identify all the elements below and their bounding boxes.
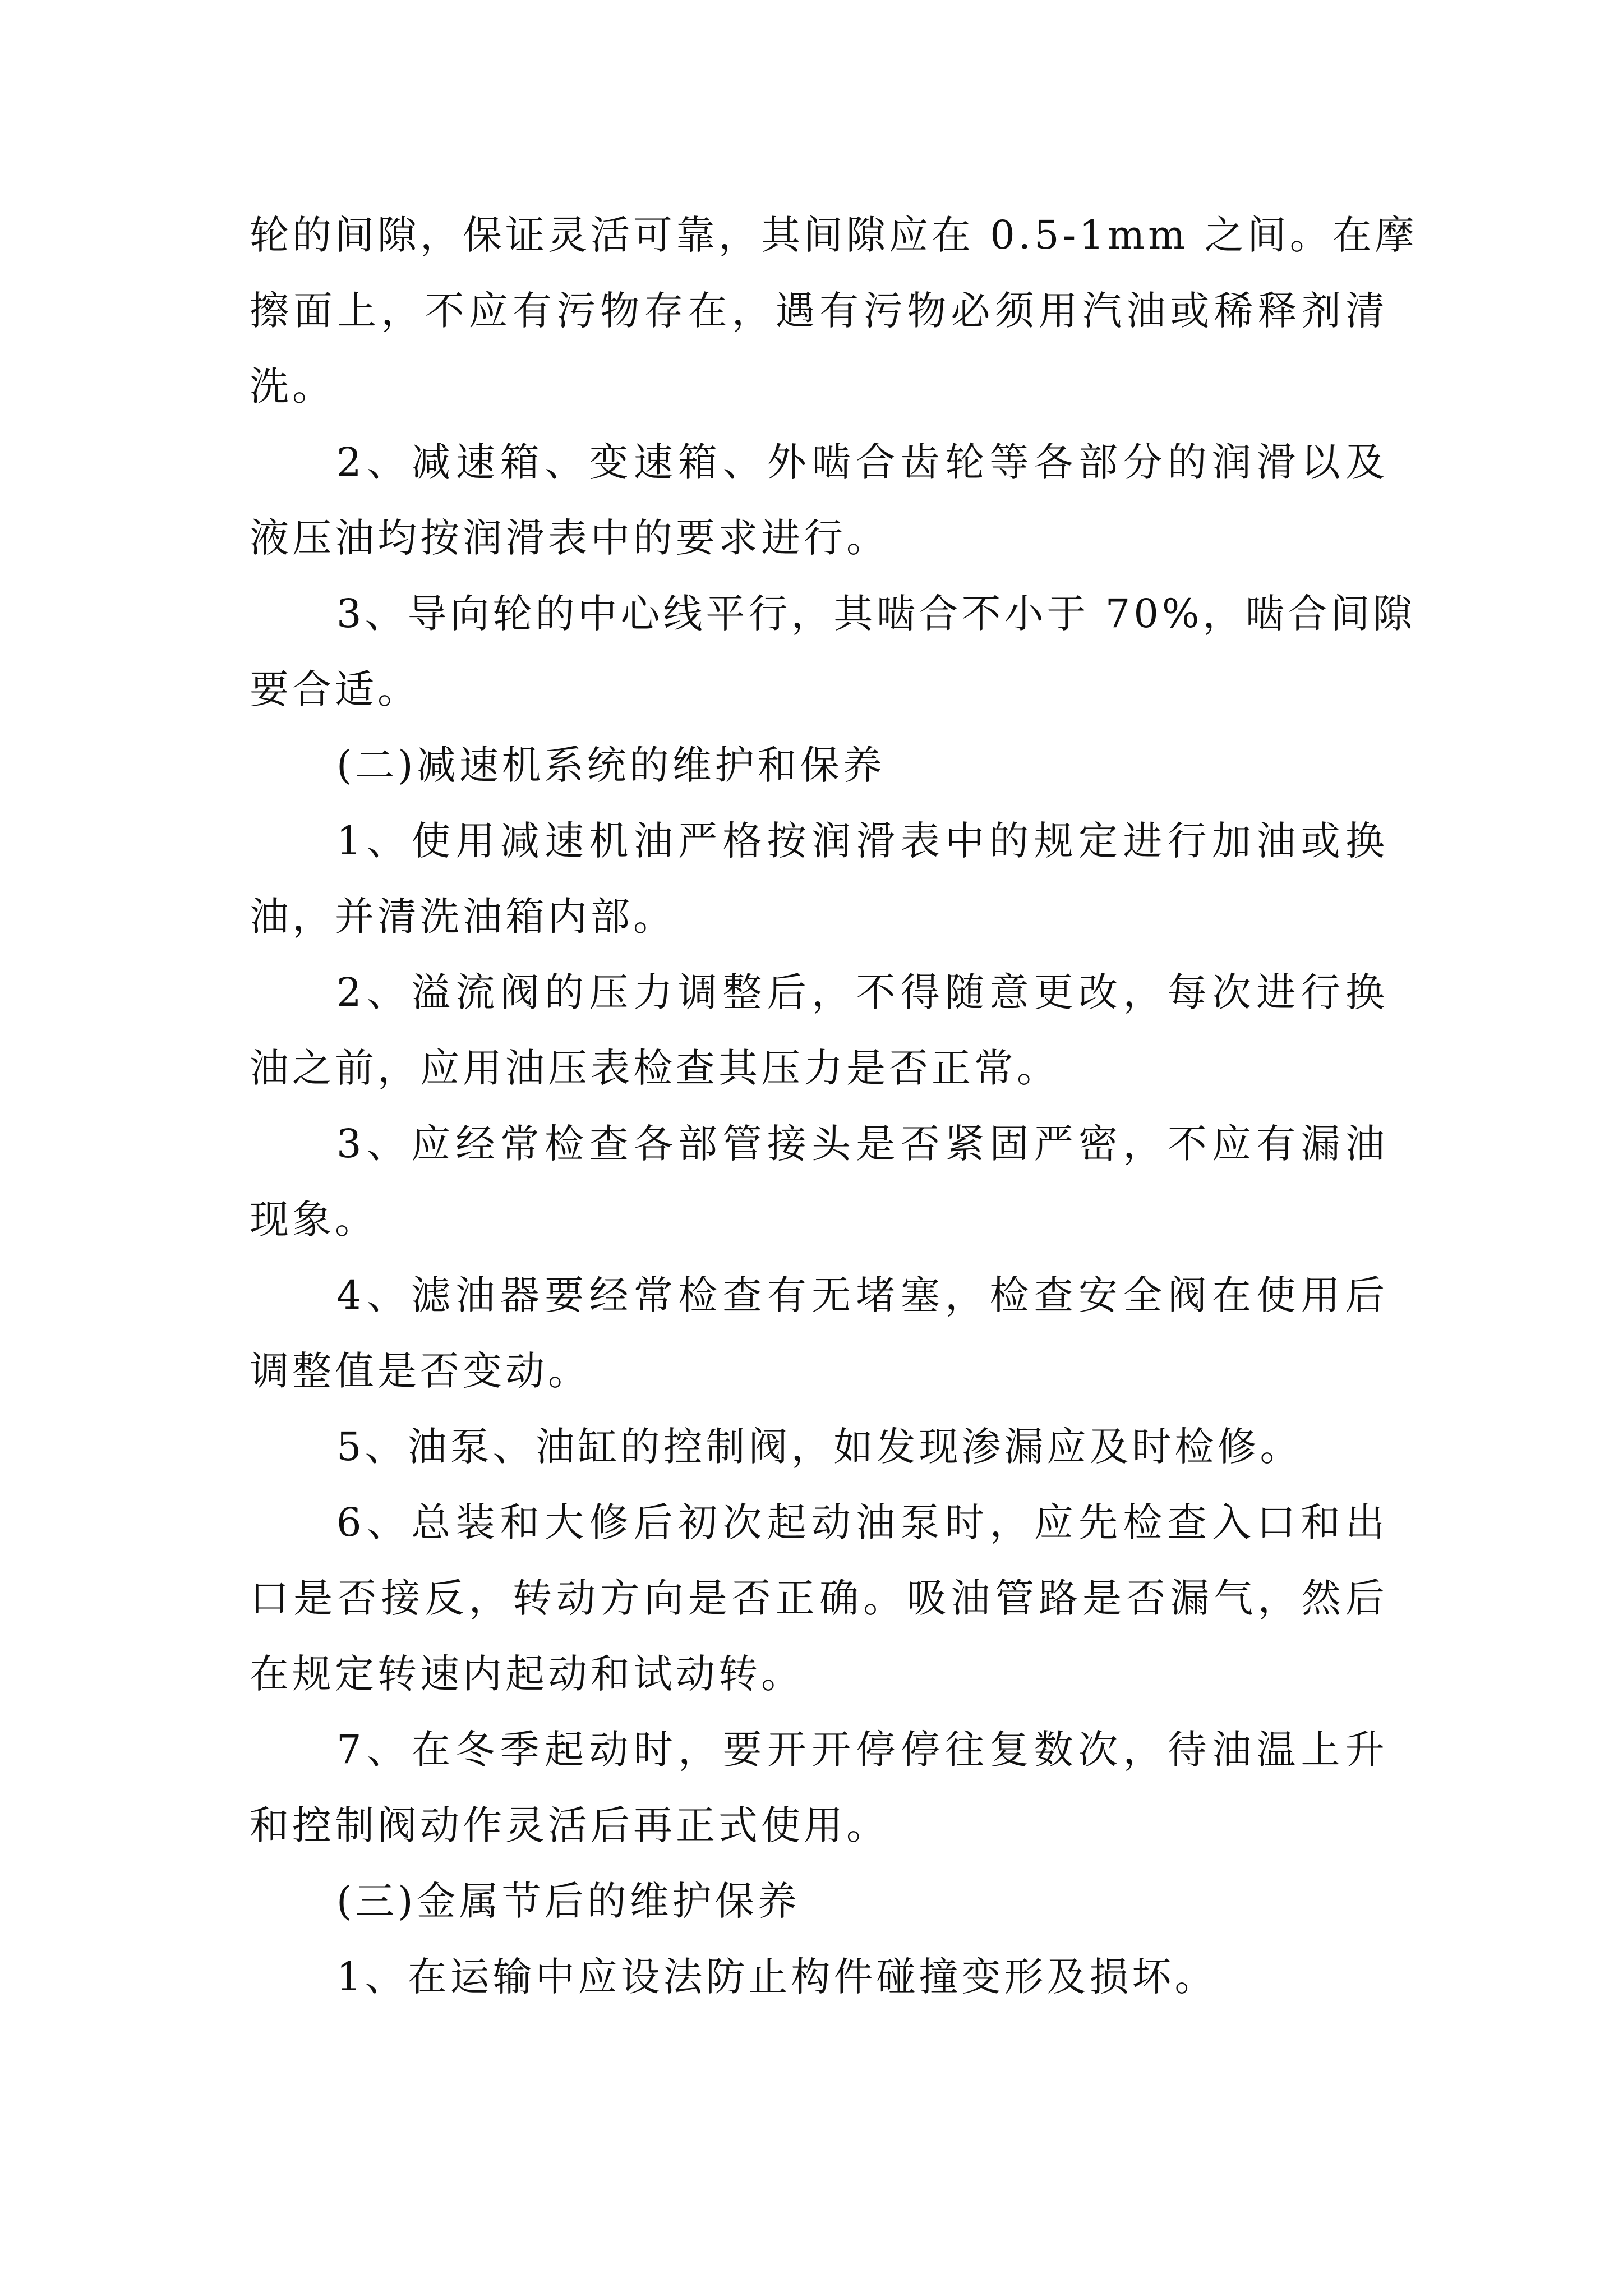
- text-line: 液压油均按润滑表中的要求进行。: [250, 515, 889, 561]
- text-line: 油之前，应用油压表检查其压力是否正常。: [250, 1045, 1059, 1091]
- text-line: 7、在冬季起动时，要开开停停往复数次，待油温上升: [336, 1727, 1388, 1773]
- section-heading: (二)减速机系统的维护和保养: [336, 742, 886, 788]
- text-line: 轮的间隙，保证灵活可靠，其间隙应在 0.5-1mm 之间。在摩: [250, 212, 1418, 258]
- text-line: 现象。: [250, 1197, 377, 1243]
- text-line: 3、导向轮的中心线平行，其啮合不小于 70%，啮合间隙: [336, 591, 1416, 637]
- text-line: 4、滤油器要经常检查有无堵塞，检查安全阀在使用后: [336, 1272, 1388, 1318]
- text-line: 5、油泵、油缸的控制阀，如发现渗漏应及时检修。: [336, 1424, 1303, 1470]
- text-line: 6、总装和大修后初次起动油泵时，应先检查入口和出: [336, 1499, 1388, 1545]
- text-line: 和控制阀动作灵活后再正式使用。: [250, 1802, 889, 1848]
- text-line: 1、使用减速机油严格按润滑表中的规定进行加油或换: [336, 818, 1388, 864]
- text-line: 3、应经常检查各部管接头是否紧固严密，不应有漏油: [336, 1121, 1388, 1167]
- text-line: 要合适。: [250, 666, 420, 712]
- text-line: 油，并清洗油箱内部。: [250, 894, 676, 940]
- text-line: 调整值是否变动。: [250, 1348, 591, 1394]
- section-heading: (三)金属节后的维护保养: [336, 1878, 800, 1924]
- text-line: 在规定转速内起动和试动转。: [250, 1651, 804, 1697]
- text-line: 口是否接反，转动方向是否正确。吸油管路是否漏气，然后: [250, 1575, 1388, 1621]
- text-line: 2、溢流阀的压力调整后，不得随意更改，每次进行换: [336, 969, 1388, 1015]
- text-line: 擦面上，不应有污物存在，遇有污物必须用汽油或稀释剂清: [250, 288, 1388, 334]
- text-line: 1、在运输中应设法防止构件碰撞变形及损坏。: [336, 1954, 1218, 2000]
- text-line: 2、减速箱、变速箱、外啮合齿轮等各部分的润滑以及: [336, 439, 1388, 485]
- text-line: 洗。: [250, 364, 335, 409]
